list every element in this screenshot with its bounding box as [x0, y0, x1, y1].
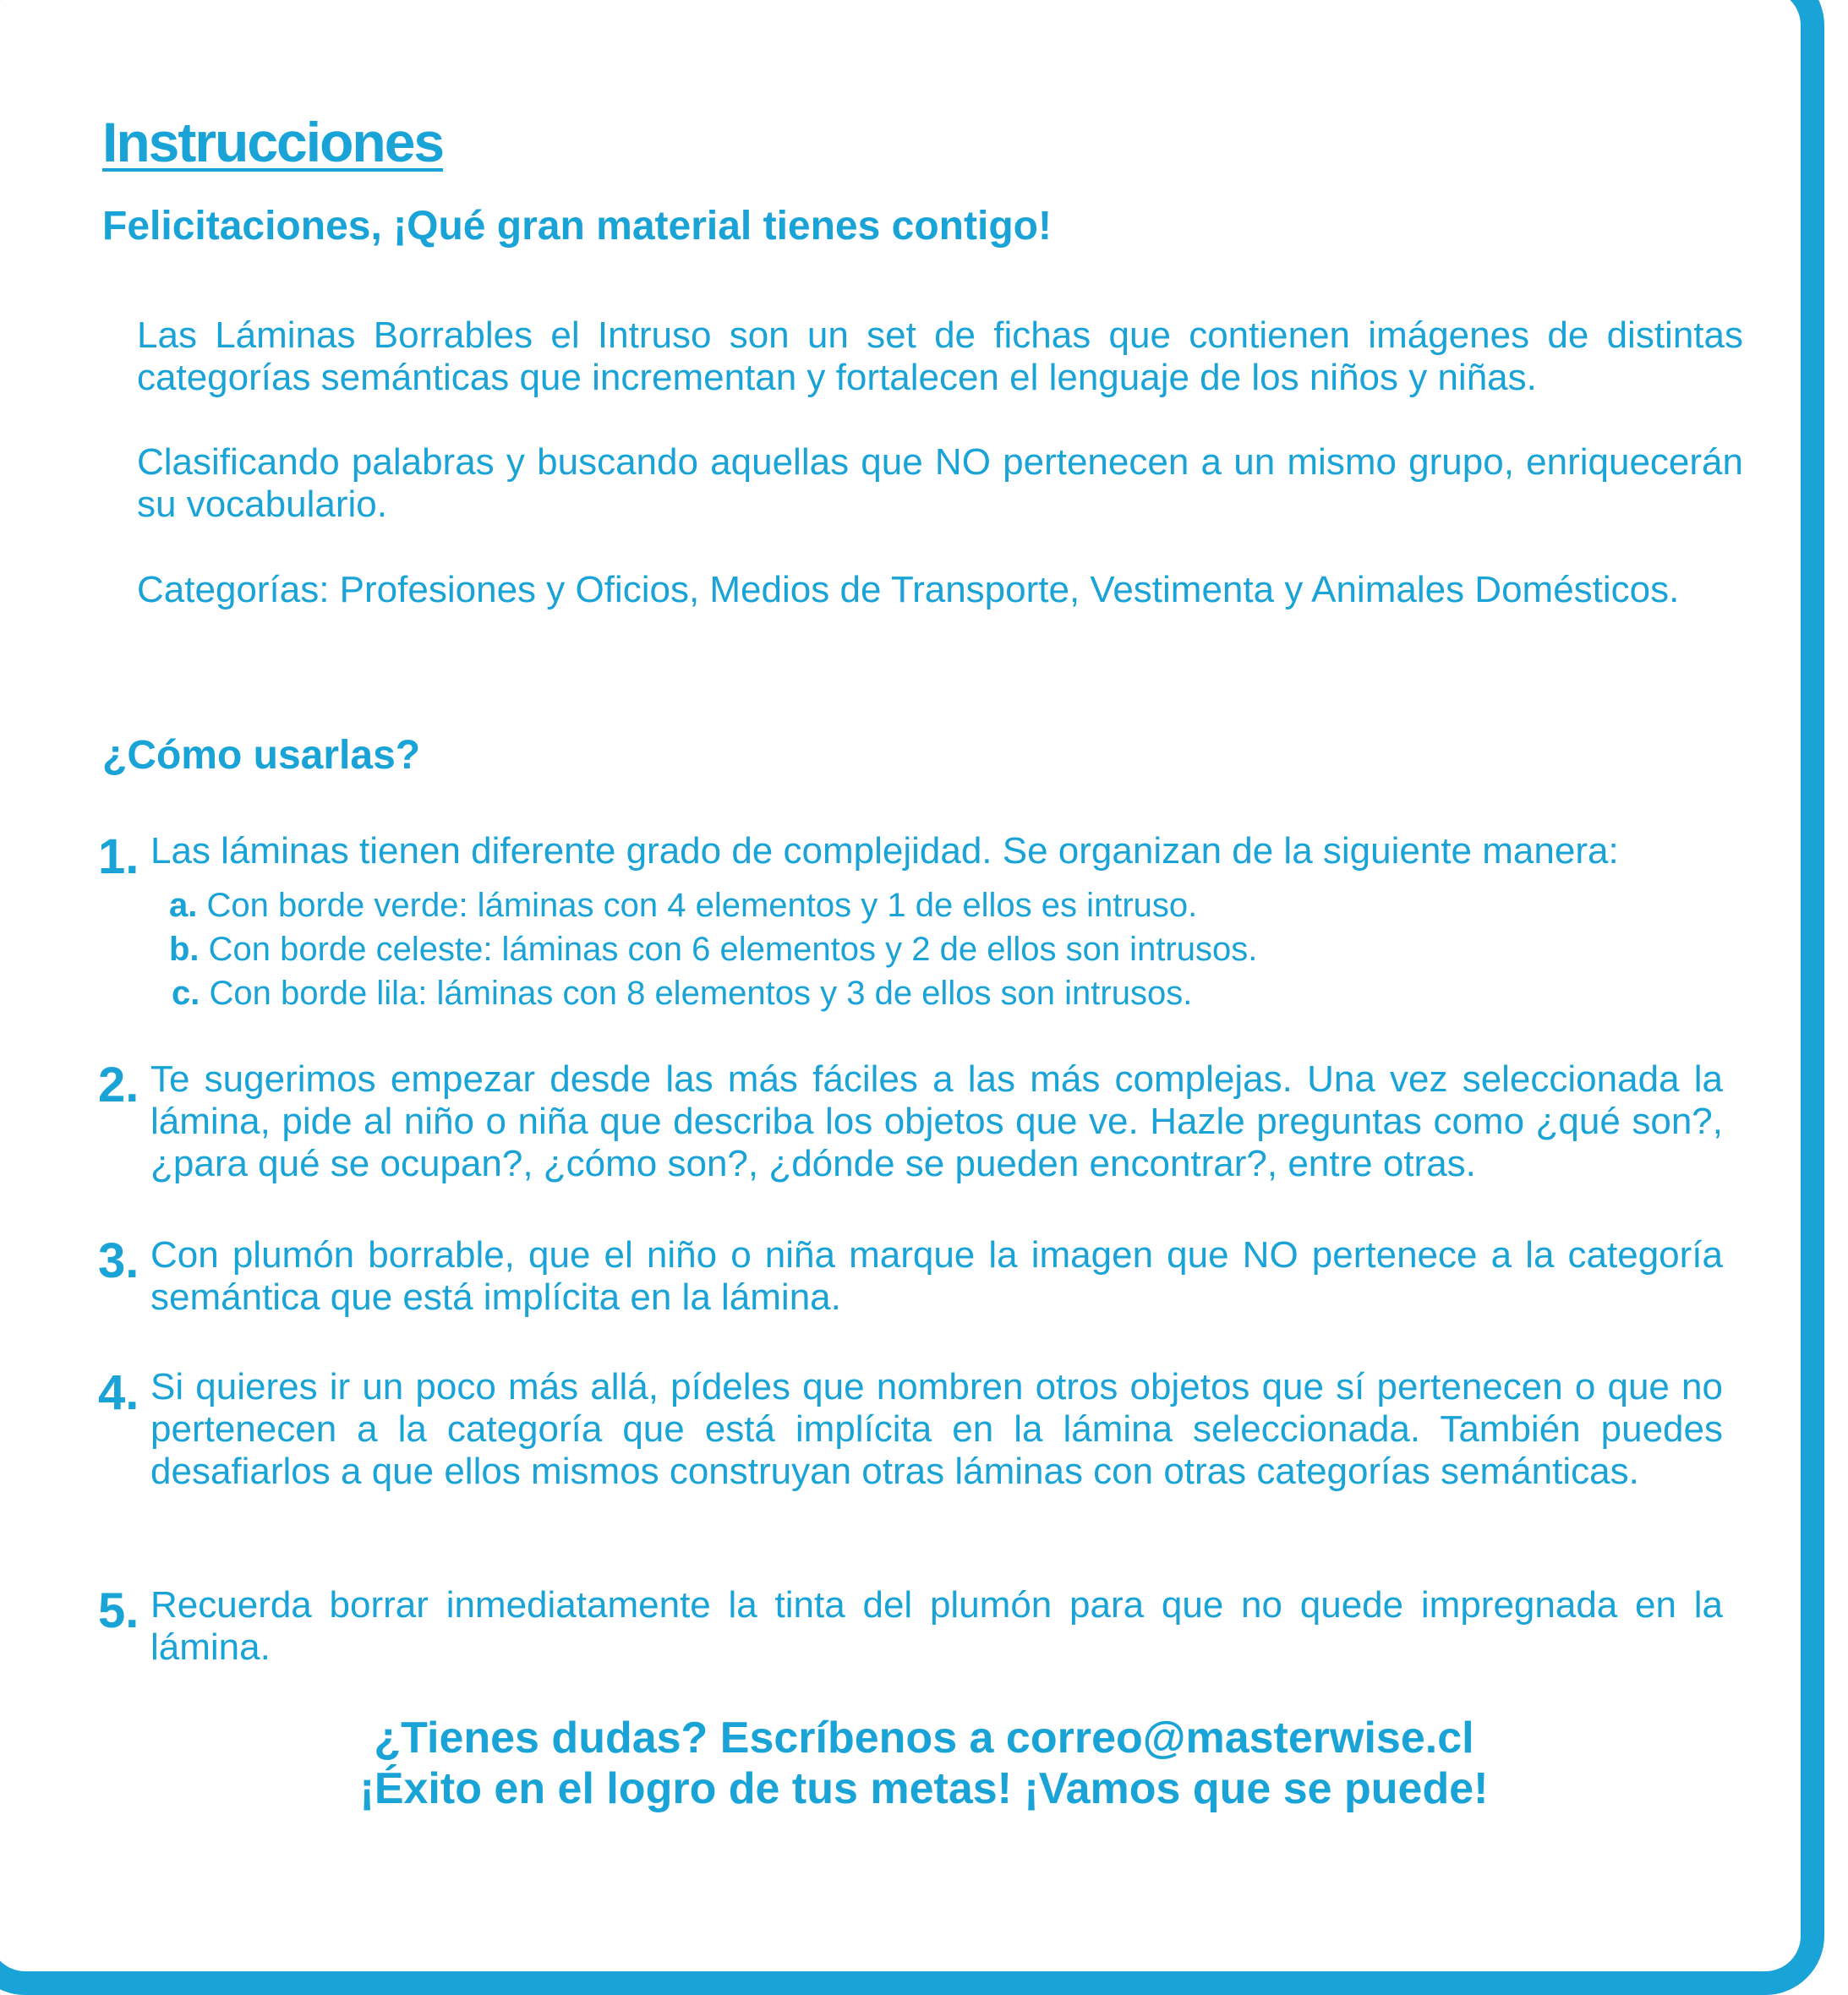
step-number-3: 3. [98, 1233, 139, 1288]
step-text-5: Recuerda borrar inmediatamente la tinta del plumón para que no quede impregnada en la lámina. [150, 1584, 1723, 1668]
page-title: Instrucciones [102, 111, 444, 173]
substep-a-letter: a. [169, 887, 198, 924]
substep-b [169, 930, 1257, 969]
intro-paragraph-1: Las Láminas Borrables el Intruso son un set de fichas que contienen imágenes de distintas categorías semánticas que incrementan y fortalecen el lenguaje de los niños y niñas. [137, 314, 1743, 398]
step-number-2: 2. [98, 1058, 139, 1112]
step-number-1: 1. [98, 829, 139, 884]
step-number-5: 5. [98, 1583, 139, 1638]
step-text-2: Te sugerimos empezar desde las más fáciles a las más complejas. Una vez seleccionada la lámina, pide al niño o niña que describa los objetos que ve. Hazle preguntas como ¿qué son?, ¿para qué se ocupan?, ¿cómo son?, ¿dónde se pueden encontrar?, entre otras. [150, 1058, 1723, 1184]
step-text-1: Las láminas tienen diferente grado de complejidad. Se organizan de la siguiente manera: [150, 830, 1619, 872]
substep-c-letter: c. [172, 975, 200, 1012]
intro-paragraph-categories: Categorías: Profesiones y Oficios, Medios de Transporte, Vestimenta y Animales Domésticos. [137, 569, 1680, 610]
substep-c [172, 974, 1192, 1013]
substep-b-letter: b. [169, 931, 200, 968]
step-text-3: Con plumón borrable, que el niño o niña marque la imagen que NO pertenece a la categoría semántica que está implícita en la lámina. [150, 1234, 1723, 1318]
page-subtitle: Felicitaciones, ¡Qué gran material tienes contigo! [102, 204, 1052, 249]
footer-contact: ¿Tienes dudas? Escríbenos a correo@masterwise.cl [374, 1714, 1474, 1763]
intro-paragraph-2: Clasificando palabras y buscando aquellas que NO pertenecen a un mismo grupo, enriquecerán su vocabulario. [137, 441, 1743, 525]
step-number-4: 4. [98, 1365, 139, 1420]
substep-b-text: Con borde celeste: láminas con 6 elementos y 2 de ellos son intrusos. [208, 931, 1258, 968]
footer-motto: ¡Éxito en el logro de tus metas! ¡Vamos que se puede! [359, 1764, 1489, 1813]
step-text-4: Si quieres ir un poco más allá, pídeles que nombren otros objetos que sí pertenecen o que no pertenecen a la categoría que está implícita en la lámina seleccionada. También puedes desafiarlos a que ellos mismos construyan otras láminas con otras categorías semánticas. [150, 1366, 1723, 1492]
section-heading: ¿Cómo usarlas? [102, 733, 421, 778]
substep-c-text: Con borde lila: láminas con 8 elementos y 3 de ellos son intrusos. [209, 975, 1193, 1012]
substep-a [169, 886, 1197, 925]
substep-a-text: Con borde verde: láminas con 4 elementos y 1 de ellos es intruso. [206, 887, 1198, 924]
